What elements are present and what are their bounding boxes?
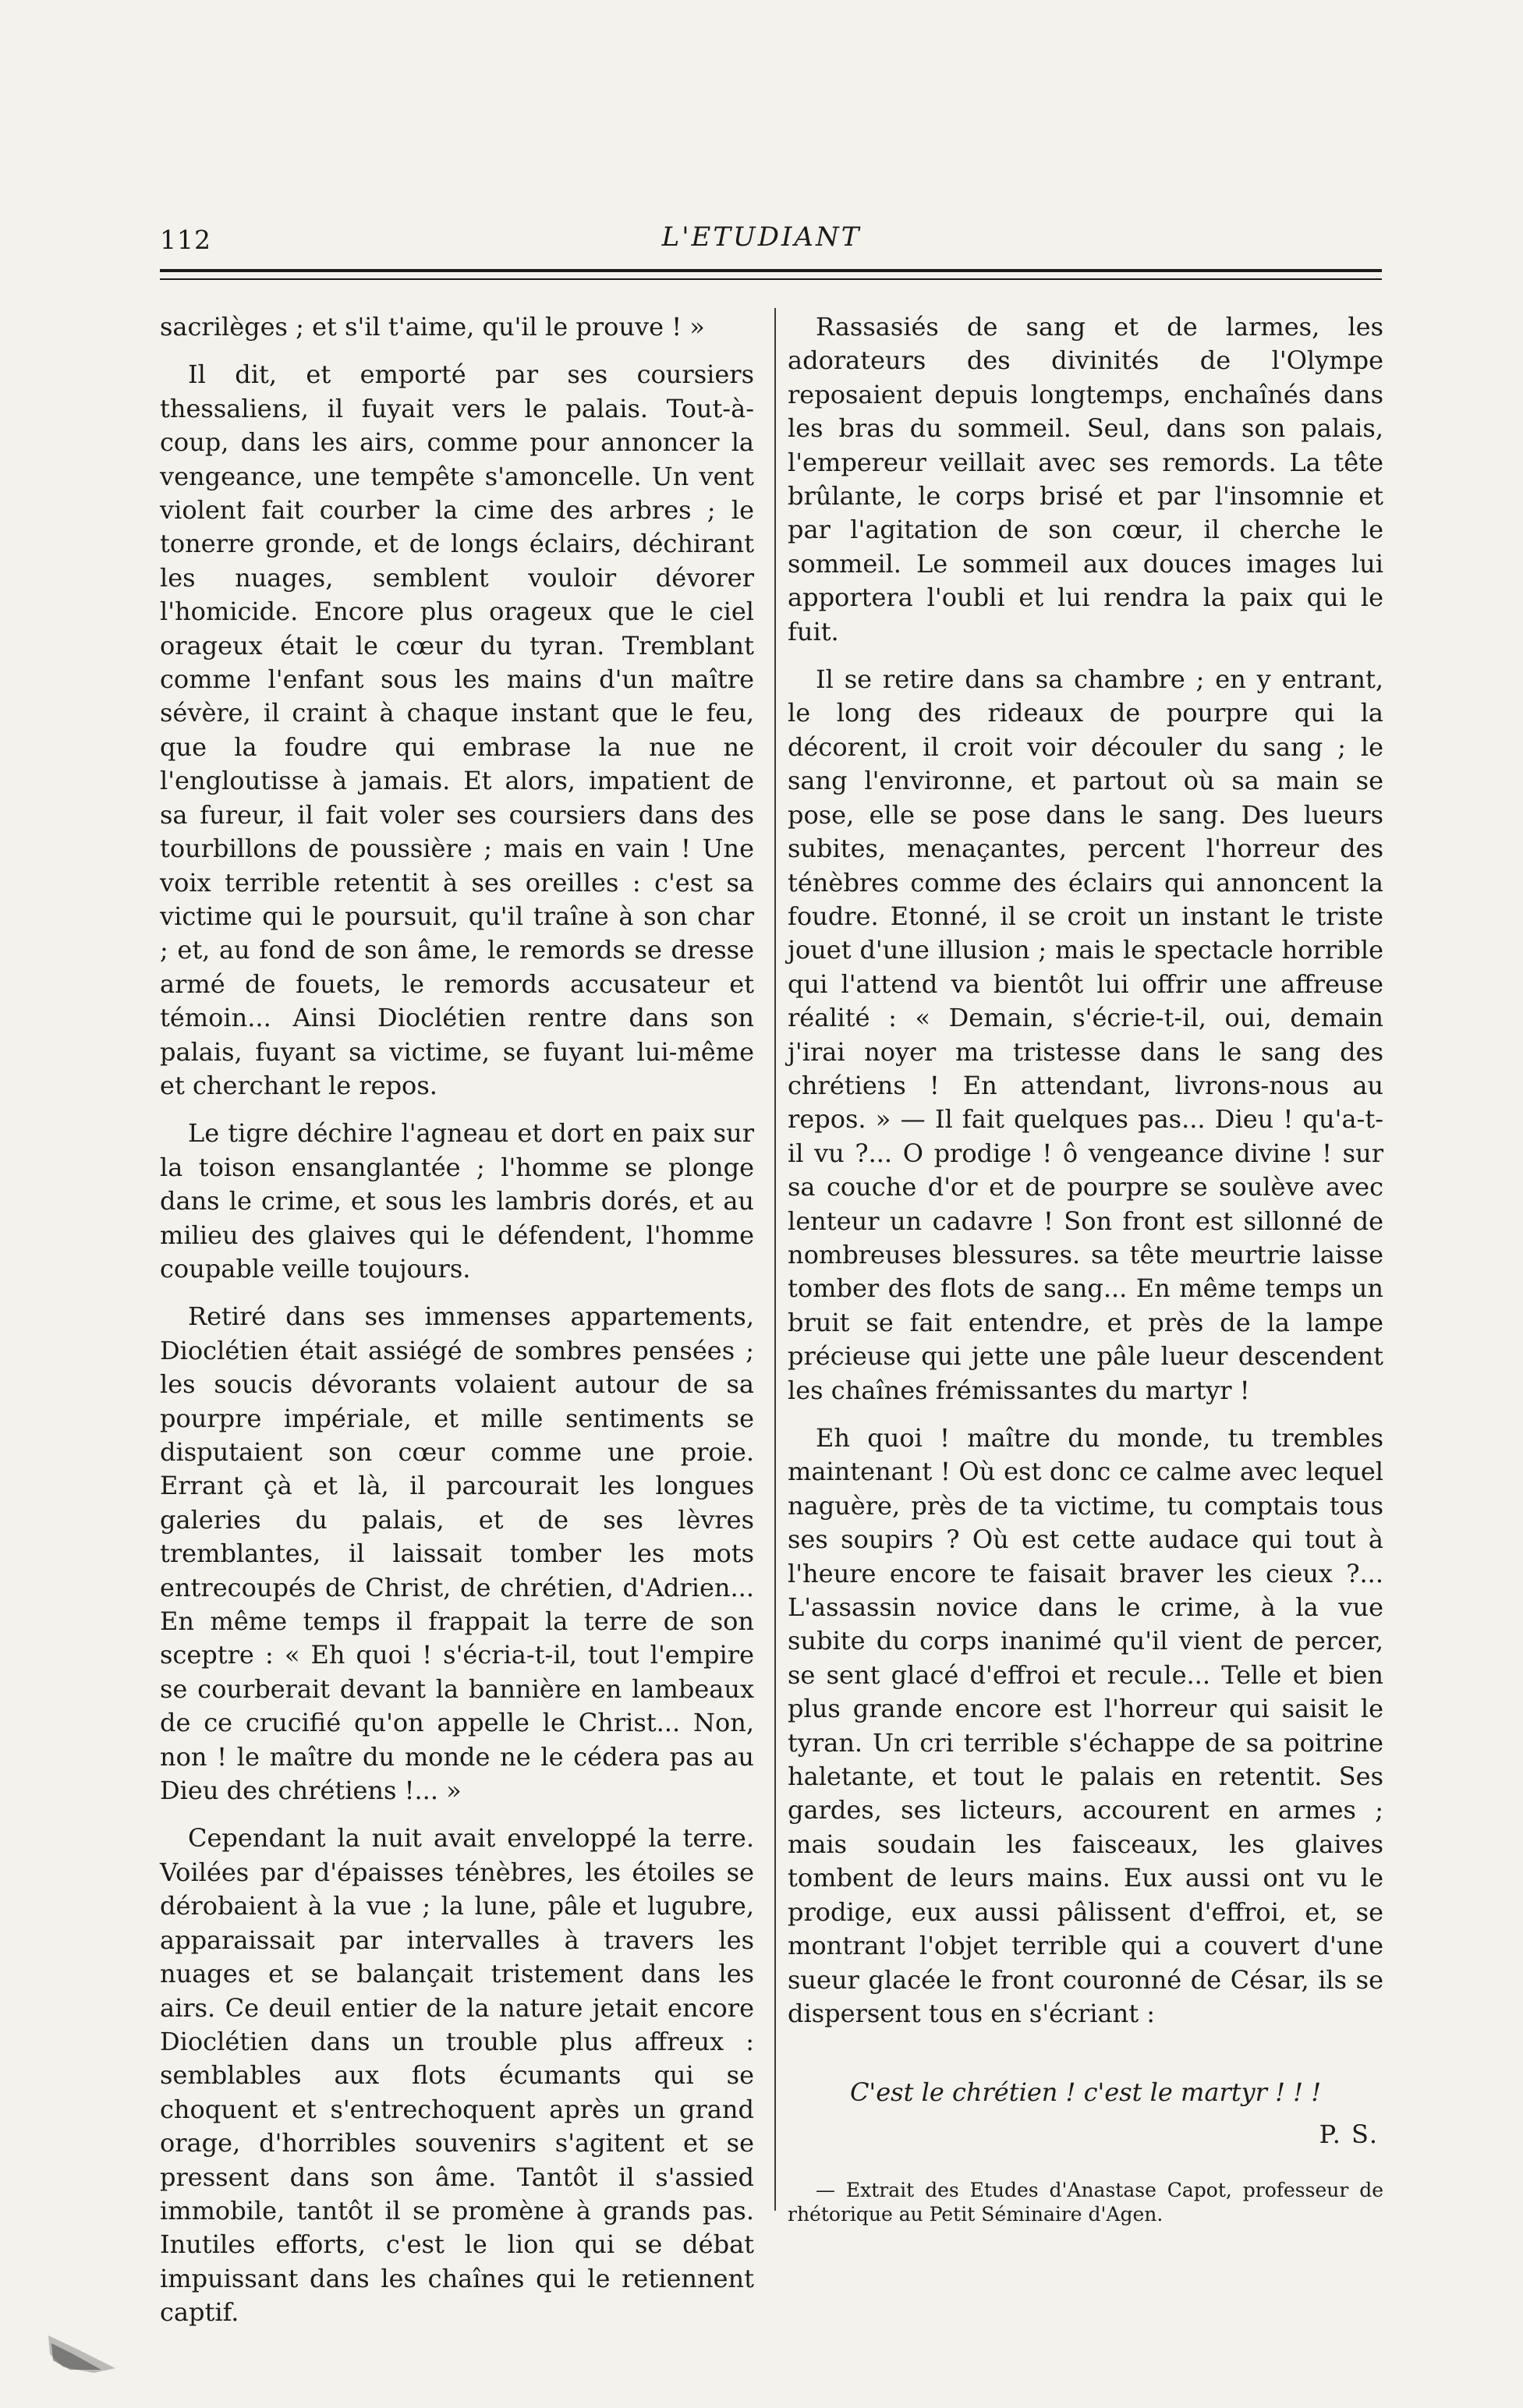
- binding-stain: [47, 2328, 117, 2374]
- paragraph: Il dit, et emporté par ses coursiers thessaliens, il fuyait vers le palais. Tout-à-coup, dans les airs, comme pour annoncer la vengeance, une tempête s'amoncelle. Un vent violent fait courber la cime des arbres ; le tonerre gronde, et de longs éclairs, déchirant les nuages, semblent vouloir dévorer l'homicide. Encore plus orageux que le ciel orageux était le cœur du tyran. Tremblant comme l'enfant sous les mains d'un maître sévère, il craint à chaque instant que le feu, que la foudre qui embrase la nue ne l'engloutisse à jamais. Et alors, impatient de sa fureur, il fait voler ses coursiers dans des tourbillons de poussière ; mais en vain ! Une voix terrible retentit à ses oreilles : c'est sa victime qui le poursuit, qu'il traîne à son char ; et, au fond de son âme, le remords se dresse armé de fouets, le remords accusateur et témoin... Ainsi Dioclétien rentre dans son palais, fuyant sa victime, se fuyant lui-même et cherchant le repos.: [160, 359, 754, 1100]
- paragraph: Le tigre déchire l'agneau et dort en paix sur la toison ensanglantée ; l'homme se plonge dans le crime, et sous les lambris dorés, et au milieu des glaives qui le défendent, l'homme coupable veille toujours.: [160, 1118, 754, 1284]
- paragraph: sacrilèges ; et s'il t'aime, qu'il le prouve ! »: [160, 312, 705, 342]
- paragraph: Il se retire dans sa chambre ; en y entrant, le long des rideaux de pourpre qui la décorent, il croit voir découler du sang ; le sang l'environne, et partout où sa main se pose, elle se pose dans le sang. Des lueurs subites, menaçantes, percent l'horreur des ténèbres comme des éclairs qui annoncent la foudre. Etonné, il se croit un instant le triste jouet d'une illusion ; mais le spectacle horrible qui l'attend va bientôt lui offrir une affreuse réalité : « Demain, s'écrie-t-il, oui, demain j'irai noyer ma tristesse dans le sang des chrétiens ! En attendant, livrons-nous au repos. » — Il fait quelques pas... Dieu ! qu'a-t-il vu ?... O prodige ! ô vengeance divine ! sur sa couche d'or et de pourpre se soulève avec lenteur un cadavre ! Son front est sillonné de nombreuses blessures. sa tête meurtrie laisse tomber des flots de sang... En même temps un bruit se fait entendre, et près de la lampe précieuse qui jette une pâle lueur descendent les chaînes frémissantes du martyr !: [788, 664, 1383, 1405]
- header-double-rule: [160, 269, 1382, 280]
- right-column: [788, 310, 1383, 2226]
- left-column: [160, 310, 754, 2344]
- paragraph: Cependant la nuit avait enveloppé la terre. Voilées par d'épaisses ténèbres, les étoiles se dérobaient à la vue ; la lune, pâle et lugubre, apparaissait par intervalles à travers les nuages et se balançait tristement dans les airs. Ce deuil entier de la nature jetait encore Dioclétien dans un trouble plus affreux : semblables aux flots écumants qui se choquent et s'entrechoquent après un grand orage, d'horribles souvenirs s'agitent et se pressent dans son âme. Tantôt il s'assied immobile, tantôt il se promène à grands pas. Inutiles efforts, c'est le lion qui se débat impuissant dans les chaînes qui le retiennent captif.: [160, 1823, 754, 2328]
- closing-exclamation: C'est le chrétien ! c'est le martyr ! ! !: [849, 2077, 1322, 2108]
- paragraph: Rassasiés de sang et de larmes, les adorateurs des divinités de l'Olympe reposaient depuis longtemps, enchaînés dans les bras du sommeil. Seul, dans son palais, l'empereur veillait avec ses remords. La tête brûlante, le corps brisé et par l'insomnie et par l'agitation de son cœur, il cherche le sommeil. Le sommeil aux douces images lui apportera l'oubli et lui rendra la paix qui le fuit.: [788, 312, 1383, 646]
- running-title: L'ETUDIANT: [661, 221, 862, 253]
- paragraph: Retiré dans ses immenses appartements, Dioclétien était assiégé de sombres pensées ; les soucis dévorants volaient autour de sa pourpre impériale, et mille sentiments se disputaient son cœur comme une proie. Errant çà et là, il parcourait les longues galeries du palais, et de ses lèvres tremblantes, il laissait tomber les mots entrecoupés de Christ, de chrétien, d'Adrien... En même temps il frappait la terre de son sceptre : « Eh quoi ! s'écria-t-il, tout l'empire se courberait devant la bannière en lambeaux de ce crucifié qu'on appelle le Christ... Non, non ! le maître du monde ne le cédera pas au Dieu des chrétiens !... »: [160, 1301, 754, 1806]
- author-initials: P. S.: [1319, 2119, 1379, 2149]
- paragraph: Eh quoi ! maître du monde, tu trembles maintenant ! Où est donc ce calme avec lequel naguère, près de ta victime, tu comptais tous ses soupirs ? Où est cette audace qui tout à l'heure encore te faisait braver les cieux ?... L'assassin novice dans le crime, à la vue subite du corps inanimé qu'il vient de percer, se sent glacé d'effroi et recule... Telle et bien plus grande encore est l'horreur qui saisit le tyran. Un cri terrible s'échappe de sa poitrine haletante, et tout le palais en retentit. Ses gardes, ses licteurs, accourent en armes ; mais soudain les faisceaux, les glaives tombent de leurs mains. Eux aussi ont vu le prodige, eux aussi pâlissent d'effroi, et, se montrant l'objet terrible qui a couvert d'une sueur glacée le front couronné de César, ils se dispersent tous en s'écriant :: [788, 1423, 1383, 2028]
- source-footnote: — Extrait des Etudes d'Anastase Capot, professeur de rhétorique au Petit Séminaire d'Agen.: [788, 2179, 1383, 2226]
- page-number: 112: [160, 225, 211, 255]
- column-divider: [774, 308, 776, 2211]
